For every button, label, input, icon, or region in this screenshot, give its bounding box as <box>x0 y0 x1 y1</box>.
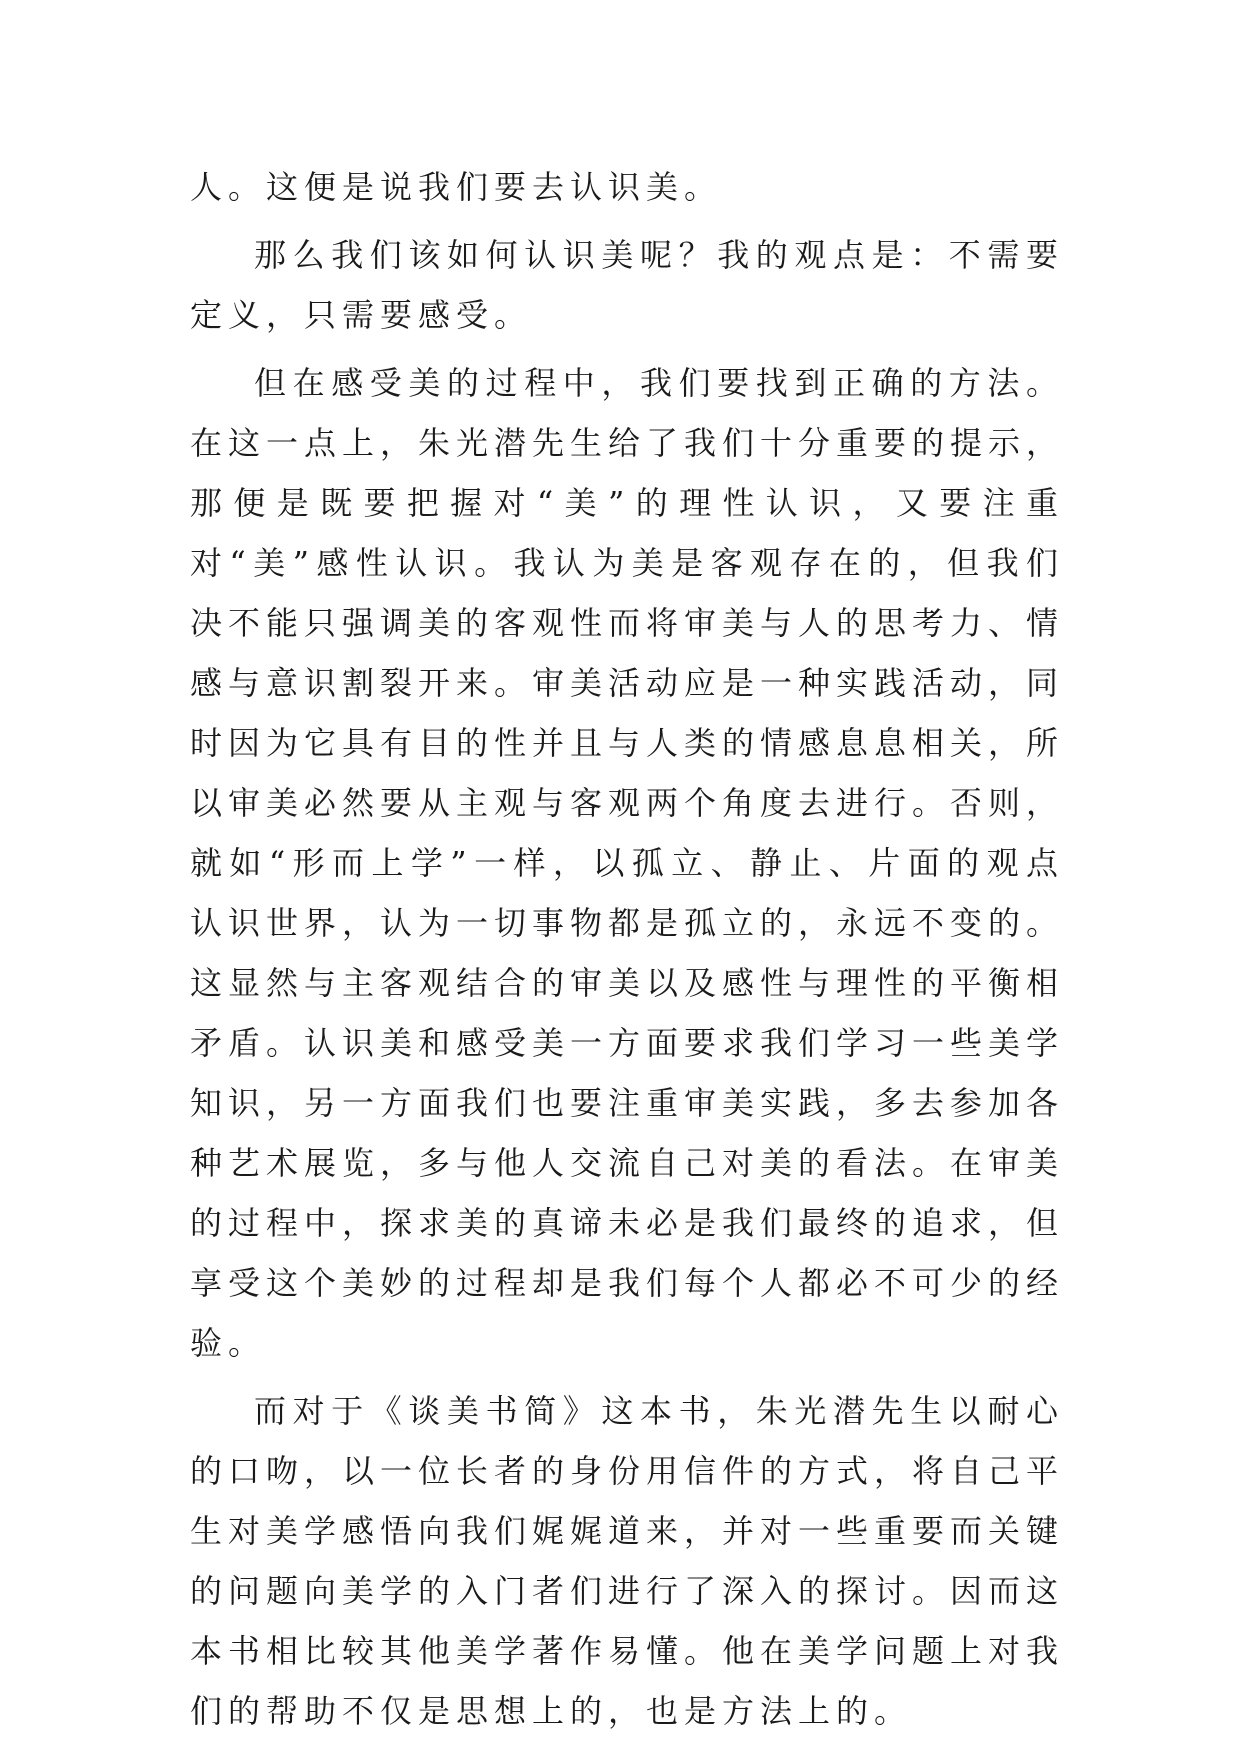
paragraph-how-to-know-beauty: 那么我们该如何认识美呢？我的观点是：不需要定义，只需要感受。 <box>190 236 1064 334</box>
paragraph-method-of-feeling-beauty: 但在感受美的过程中，我们要找到正确的方法。在这一点上，朱光潜先生给了我们十分重要的提示，那便是既要把握对“美”的理性认识，又要注重对“美”感性认识。我认为美是客观存在的，但我们决不能只强调美的客观性而将审美与人的思考力、情感与意识割裂开来。审美活动应是一种实践活动，同时因为它具有目的性并且与人类的情感息息相关，所以审美必然要从主观与客观两个角度去进行。否则，就如“形而上学”一样，以孤立、静止、片面的观点认识世界，认为一切事物都是孤立的，永远不变的。这显然与主客观结合的审美以及感性与理性的平衡相矛盾。认识美和感受美一方面要求我们学习一些美学知识，另一方面我们也要注重审美实践，多去参加各种艺术展览，多与他人交流自己对美的看法。在审美的过程中，探求美的真谛未必是我们最终的追求，但享受这个美妙的过程却是我们每个人都必不可少的经验。 <box>190 364 1065 1362</box>
paragraph-about-the-book: 而对于《谈美书简》这本书，朱光潜先生以耐心的口吻，以一位长者的身份用信件的方式，将自己平生对美学感悟向我们娓娓道来，并对一些重要而关键的问题向美学的入门者们进行了深入的探讨。因而这本书相比较其他美学著作易懂。他在美学问题上对我们的帮助不仅是思想上的，也是方法上的。 <box>190 1392 1065 1730</box>
paragraph-continuation: 人。这便是说我们要去认识美。 <box>190 168 723 206</box>
body-text <box>190 157 1064 1749</box>
